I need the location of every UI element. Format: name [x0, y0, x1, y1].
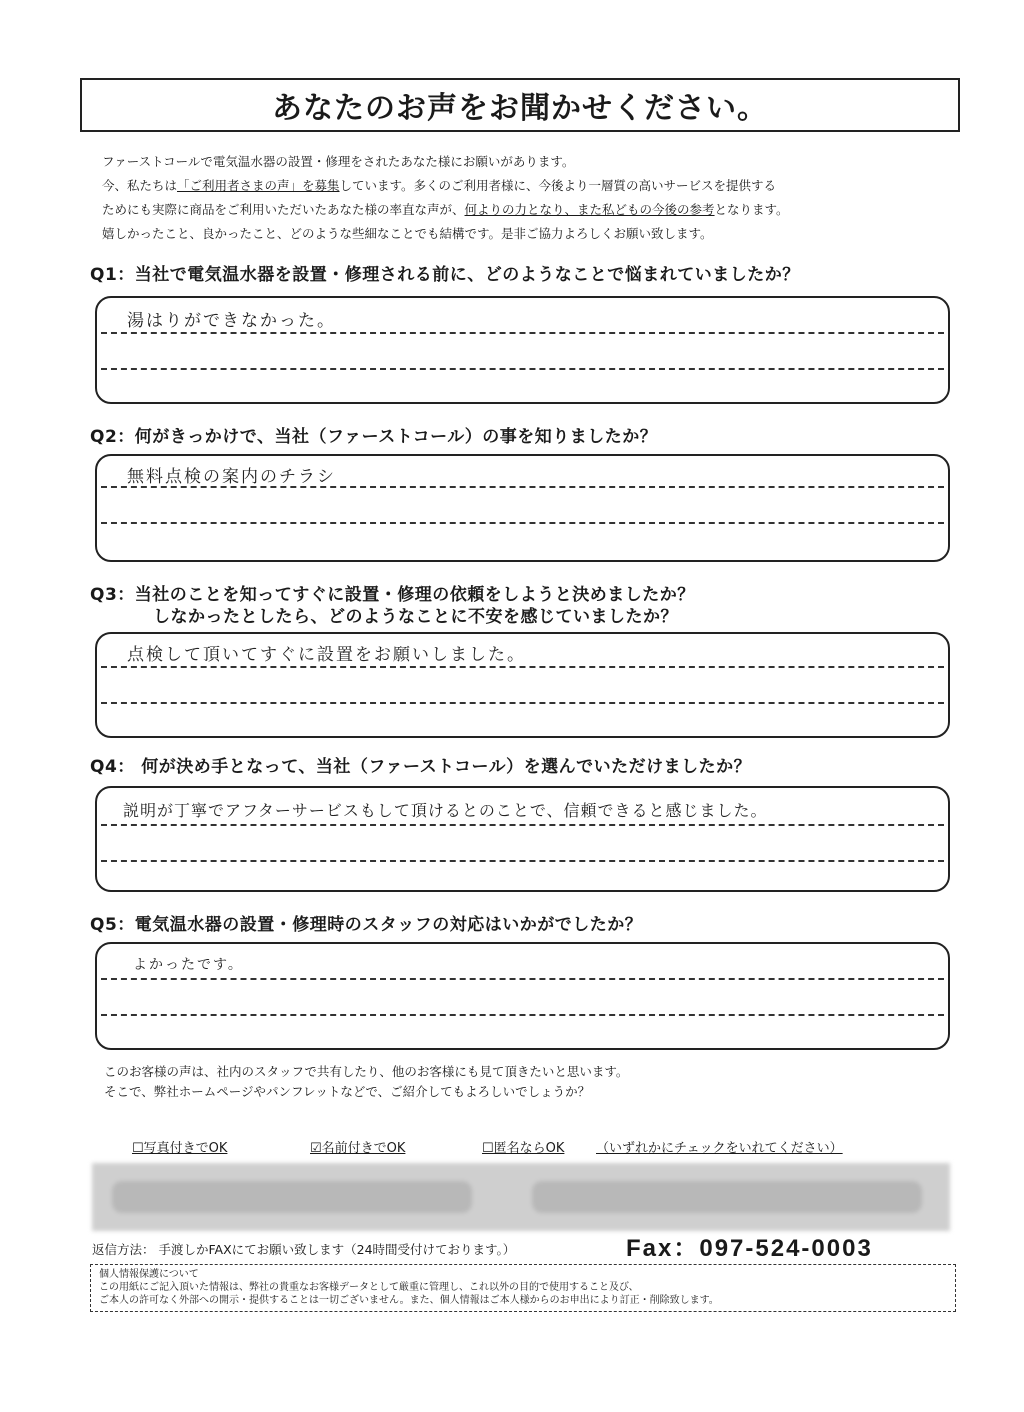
intro-line-3-underlined: 何よりの力となり、また私どもの今後の参考 — [464, 202, 715, 217]
answer-1-text: 湯はりができなかった。 — [127, 311, 336, 331]
intro-line-3-pre: ためにも実際に商品をご利用いただいたあなた様の率直な声が、 — [102, 202, 465, 217]
answer-5-text: よかったです。 — [133, 957, 244, 973]
answer-line — [101, 860, 944, 862]
page-title: あなたのお声をお聞かせください。 — [272, 91, 768, 126]
consent-anonymous-checkbox[interactable]: ☐匿名ならOK — [482, 1141, 565, 1156]
intro-line-2-pre: 今、私たちは — [102, 178, 178, 193]
intro-line-4: 嬉しかったこと、良かったこと、どのような些細なことでも結構です。是非ご協力よろしくお願い致します。 — [102, 226, 713, 241]
answer-line — [101, 332, 944, 334]
intro-line-2 — [102, 174, 952, 198]
answer-2-text: 無料点検の案内のチラシ — [127, 467, 336, 487]
privacy-line-1: この用紙にご記入頂いた情報は、弊社の貴重なお客様データとして厳重に管理し、これ以外の目的で使用すること及び、 — [99, 1282, 639, 1293]
privacy-notice — [90, 1264, 956, 1312]
answer-3-text: 点検して頂いてすぐに設置をお願いしました。 — [127, 645, 526, 665]
answer-line — [101, 666, 944, 668]
consent-name-checkbox[interactable]: ☑名前付きでOK — [310, 1141, 406, 1156]
answer-line — [101, 824, 944, 826]
consent-note: （いずれかにチェックをいれてください） — [596, 1141, 843, 1156]
redacted-block — [532, 1181, 922, 1213]
question-1-label: Q1：当社で電気温水器を設置・修理される前に、どのようなことで悩まれていましたか？ — [90, 265, 800, 285]
redacted-customer-info — [92, 1163, 950, 1231]
question-5-label: Q5：電気温水器の設置・修理時のスタッフの対応はいかがでしたか？ — [90, 915, 643, 935]
return-method: 返信方法： 手渡しかFAXにてお願い致します（24時間受付けております。） — [92, 1242, 516, 1257]
question-4-label: Q4： 何が決め手となって、当社（ファーストコール）を選んでいただけましたか？ — [90, 757, 752, 777]
answer-line — [101, 522, 944, 524]
question-3-label-line-2: しなかったとしたら、どのようなことに不安を感じていましたか？ — [153, 607, 678, 627]
privacy-heading: 個人情報保護について — [99, 1269, 199, 1280]
intro-line-2-post: しています。多くのご利用者様に、今後より一層質の高いサービスを提供する — [339, 178, 777, 193]
closing-line-2: そこで、弊社ホームページやパンフレットなどで、ご紹介してもよろしいでしょうか？ — [104, 1084, 591, 1099]
answer-line — [101, 702, 944, 704]
answer-box-4[interactable] — [95, 786, 950, 892]
intro-text — [102, 150, 952, 246]
question-2-label: Q2：何がきっかけで、当社（ファーストコール）の事を知りましたか？ — [90, 427, 658, 447]
intro-line-3-post: となります。 — [714, 202, 789, 217]
answer-box-3[interactable] — [95, 632, 950, 738]
intro-line-2-underlined: 「ご利用者さまの声」を募集 — [177, 178, 340, 193]
intro-line-3 — [102, 198, 952, 222]
redacted-block — [112, 1181, 472, 1213]
answer-box-2[interactable] — [95, 454, 950, 562]
fax-number: Fax：097-524-0003 — [626, 1235, 873, 1262]
answer-line — [101, 978, 944, 980]
answer-box-5[interactable] — [95, 942, 950, 1050]
privacy-line-2: ご本人の許可なく外部への開示・提供することは一切ございません。また、個人情報はご本人様からのお申出により訂正・削除致します。 — [99, 1295, 719, 1306]
answer-line — [101, 1014, 944, 1016]
closing-text — [104, 1062, 628, 1102]
answer-line — [101, 368, 944, 370]
consent-photo-checkbox[interactable]: ☐写真付きでOK — [132, 1141, 228, 1156]
question-3-label: Q3：当社のことを知ってすぐに設置・修理の依頼をしようと決めましたか？ — [90, 585, 695, 605]
answer-4-text: 説明が丁寧でアフターサービスもして頂けるとのことで、信頼できると感じました。 — [123, 801, 768, 820]
title-box — [80, 78, 960, 132]
closing-line-1: このお客様の声は、社内のスタッフで共有したり、他のお客様にも見て頂きたいと思います。 — [104, 1064, 629, 1079]
answer-box-1[interactable] — [95, 296, 950, 404]
intro-line-1: ファーストコールで電気温水器の設置・修理をされたあなた様にお願いがあります。 — [102, 154, 575, 169]
